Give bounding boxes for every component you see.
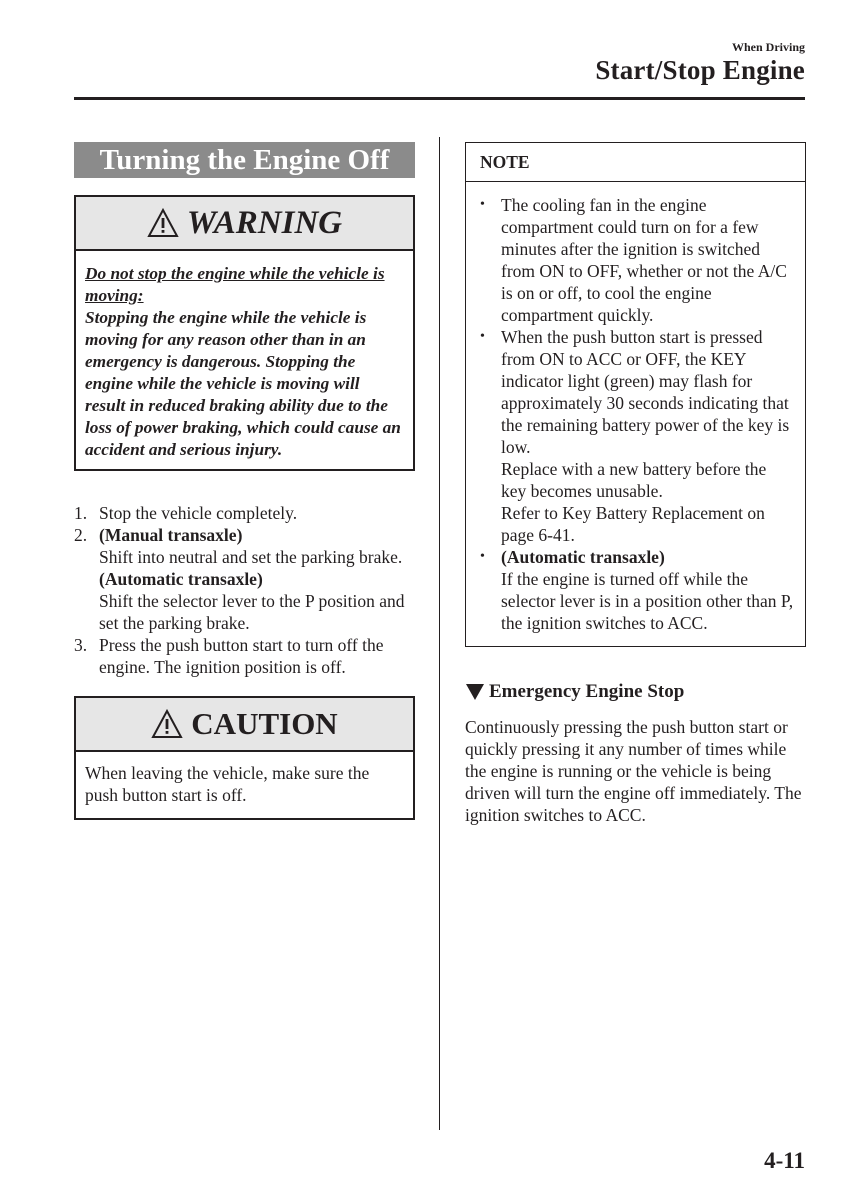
step-number: 3. <box>74 635 88 655</box>
emergency-heading <box>465 681 806 703</box>
page-number: 4-11 <box>764 1148 805 1173</box>
note-text: Replace with a new battery before the key becomes unusable. <box>501 459 767 501</box>
note-text: If the engine is turned off while the selector lever is in a position other than P, the ignition switches to ACC. <box>501 569 794 633</box>
warning-header <box>76 197 413 251</box>
section-banner: Turning the Engine Off <box>74 142 415 178</box>
note-text-group <box>501 546 795 634</box>
caution-body: When leaving the vehicle, make sure the push button start is off. <box>85 763 370 805</box>
step-item <box>74 502 415 524</box>
warning-heading: Do not stop the engine while the vehicle is moving: <box>85 264 385 305</box>
note-text: The cooling fan in the engine compartment could turn on for a few minutes after the ignition is switched from ON to OFF, whether or not the A/C is on or off, to cool the engine compartment quickly. <box>501 195 787 325</box>
caution-box <box>74 696 415 820</box>
step-item <box>74 524 415 634</box>
header-section-label: When Driving <box>731 40 805 54</box>
manual-transaxle-text: Shift into neutral and set the parking brake. <box>99 547 403 567</box>
note-item <box>480 546 795 634</box>
caution-title: CAUTION <box>191 706 338 741</box>
bullet-icon: • <box>480 197 485 212</box>
note-text: Refer to Key Battery Replacement on page 6-41. <box>501 503 765 545</box>
automatic-transaxle-text: Shift the selector lever to the P position and set the parking brake. <box>99 591 405 633</box>
manual-transaxle-label: (Manual transaxle) <box>99 525 243 545</box>
note-item <box>480 194 795 326</box>
header-rule <box>74 97 805 100</box>
step-body <box>99 524 415 634</box>
note-title: NOTE <box>466 143 805 182</box>
step-number: 2. <box>74 525 88 545</box>
triangle-down-icon <box>465 683 485 701</box>
column-divider <box>439 137 440 1130</box>
note-item <box>480 326 795 546</box>
bullet-icon: • <box>480 549 485 564</box>
bullet-icon: • <box>480 329 485 344</box>
note-body <box>466 182 805 646</box>
left-column <box>74 142 415 820</box>
automatic-transaxle-label: (Automatic transaxle) <box>99 569 263 589</box>
warning-triangle-icon <box>147 208 179 238</box>
page-title: Start/Stop Engine <box>595 55 805 85</box>
step-item <box>74 634 415 678</box>
step-text: Stop the vehicle completely. <box>99 503 298 523</box>
note-text: When the push button start is pressed from ON to ACC or OFF, the KEY indicator light (green) may flash for approximately 30 seconds indicating that the remaining battery power of the key is low. <box>501 327 790 457</box>
automatic-transaxle-label: (Automatic transaxle) <box>501 547 665 567</box>
note-box <box>465 142 806 647</box>
warning-box <box>74 195 415 471</box>
warning-text: Stopping the engine while the vehicle is moving for any reason other than in an emergency is dangerous. Stopping the engine while the vehicle is moving will result in reduced braking ability due to the loss of power braking, which could cause an accident and serious injury. <box>85 308 401 459</box>
step-number: 1. <box>74 503 88 523</box>
right-column <box>465 142 806 826</box>
warning-body <box>76 251 413 469</box>
emergency-body: Continuously pressing the push button start or quickly pressing it any number of times while the engine is running or the vehicle is being driven will turn the engine off immediately. The ignition switches to ACC. <box>465 717 802 825</box>
step-text: Press the push button start to turn off the engine. The ignition position is off. <box>99 635 384 677</box>
steps-list <box>74 502 415 678</box>
emergency-heading-text: Emergency Engine Stop <box>489 681 685 702</box>
caution-header <box>76 698 413 752</box>
note-text-group <box>501 326 795 546</box>
warning-title: WARNING <box>186 204 343 241</box>
caution-triangle-icon <box>151 709 183 739</box>
